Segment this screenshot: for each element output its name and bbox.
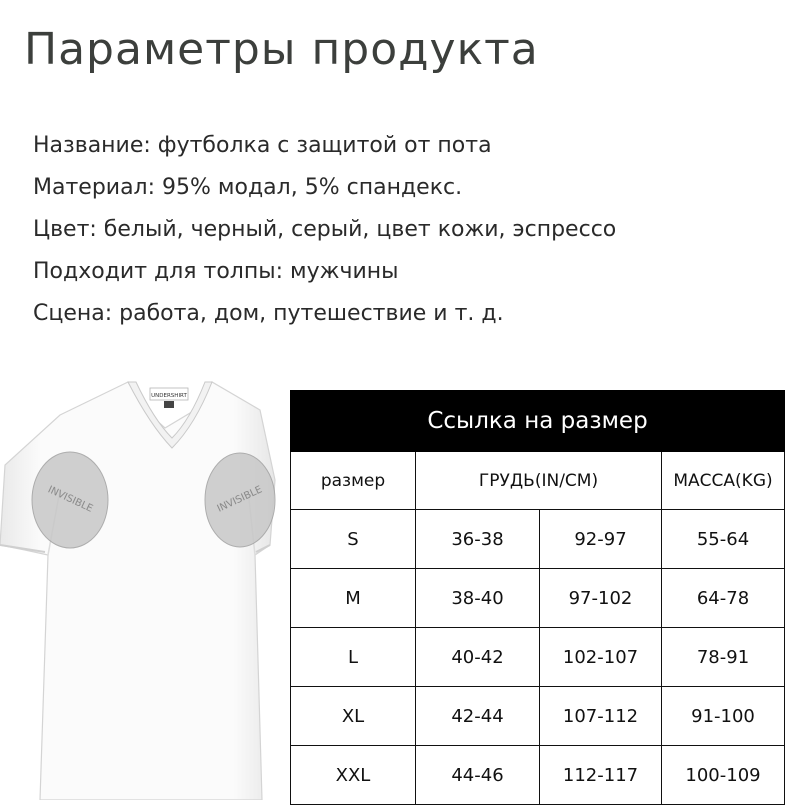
cell-chest-cm: 102-107 — [540, 628, 662, 687]
spec-color: Цвет: белый, черный, серый, цвет кожи, эспрессо — [33, 217, 617, 242]
collar-label-text: UNDERSHIRT — [151, 393, 187, 399]
cell-chest-cm: 112-117 — [540, 746, 662, 805]
cell-size: XL — [291, 687, 416, 746]
spec-name: Название: футболка с защитой от пота — [33, 133, 492, 158]
badge-text-left: INVISIBLE — [46, 484, 95, 515]
cell-weight: 100-109 — [662, 746, 785, 805]
cell-chest-in: 38-40 — [416, 569, 540, 628]
cell-size: M — [291, 569, 416, 628]
spec-material: Материал: 95% модал, 5% спандекс. — [33, 175, 463, 200]
cell-weight: 91-100 — [662, 687, 785, 746]
tshirt-body — [0, 382, 275, 800]
tshirt-image — [0, 370, 285, 800]
cell-chest-cm: 92-97 — [540, 510, 662, 569]
header-weight: МАССА(KG) — [662, 452, 785, 510]
cell-size: S — [291, 510, 416, 569]
spec-audience: Подходит для толпы: мужчины — [33, 259, 399, 284]
badge-text-right: INVISIBLE — [215, 484, 264, 515]
header-size: размер — [291, 452, 416, 510]
cell-weight: 64-78 — [662, 569, 785, 628]
table-row — [291, 628, 785, 687]
cell-chest-in: 40-42 — [416, 628, 540, 687]
cell-chest-cm: 107-112 — [540, 687, 662, 746]
header-chest: ГРУДЬ(IN/CM) — [416, 452, 662, 510]
size-reference-table — [290, 390, 785, 805]
cell-chest-cm: 97-102 — [540, 569, 662, 628]
cell-chest-in: 36-38 — [416, 510, 540, 569]
cell-weight: 55-64 — [662, 510, 785, 569]
page-title: Параметры продукта — [24, 24, 539, 75]
table-row — [291, 569, 785, 628]
product-specs — [33, 128, 616, 338]
cell-weight: 78-91 — [662, 628, 785, 687]
cell-size: L — [291, 628, 416, 687]
table-title: Ссылка на размер — [291, 391, 785, 452]
spec-scene: Сцена: работа, дом, путешествие и т. д. — [33, 301, 504, 326]
cell-chest-in: 44-46 — [416, 746, 540, 805]
cell-size: XXL — [291, 746, 416, 805]
table-row — [291, 687, 785, 746]
cell-chest-in: 42-44 — [416, 687, 540, 746]
table-row — [291, 510, 785, 569]
table-row — [291, 746, 785, 805]
